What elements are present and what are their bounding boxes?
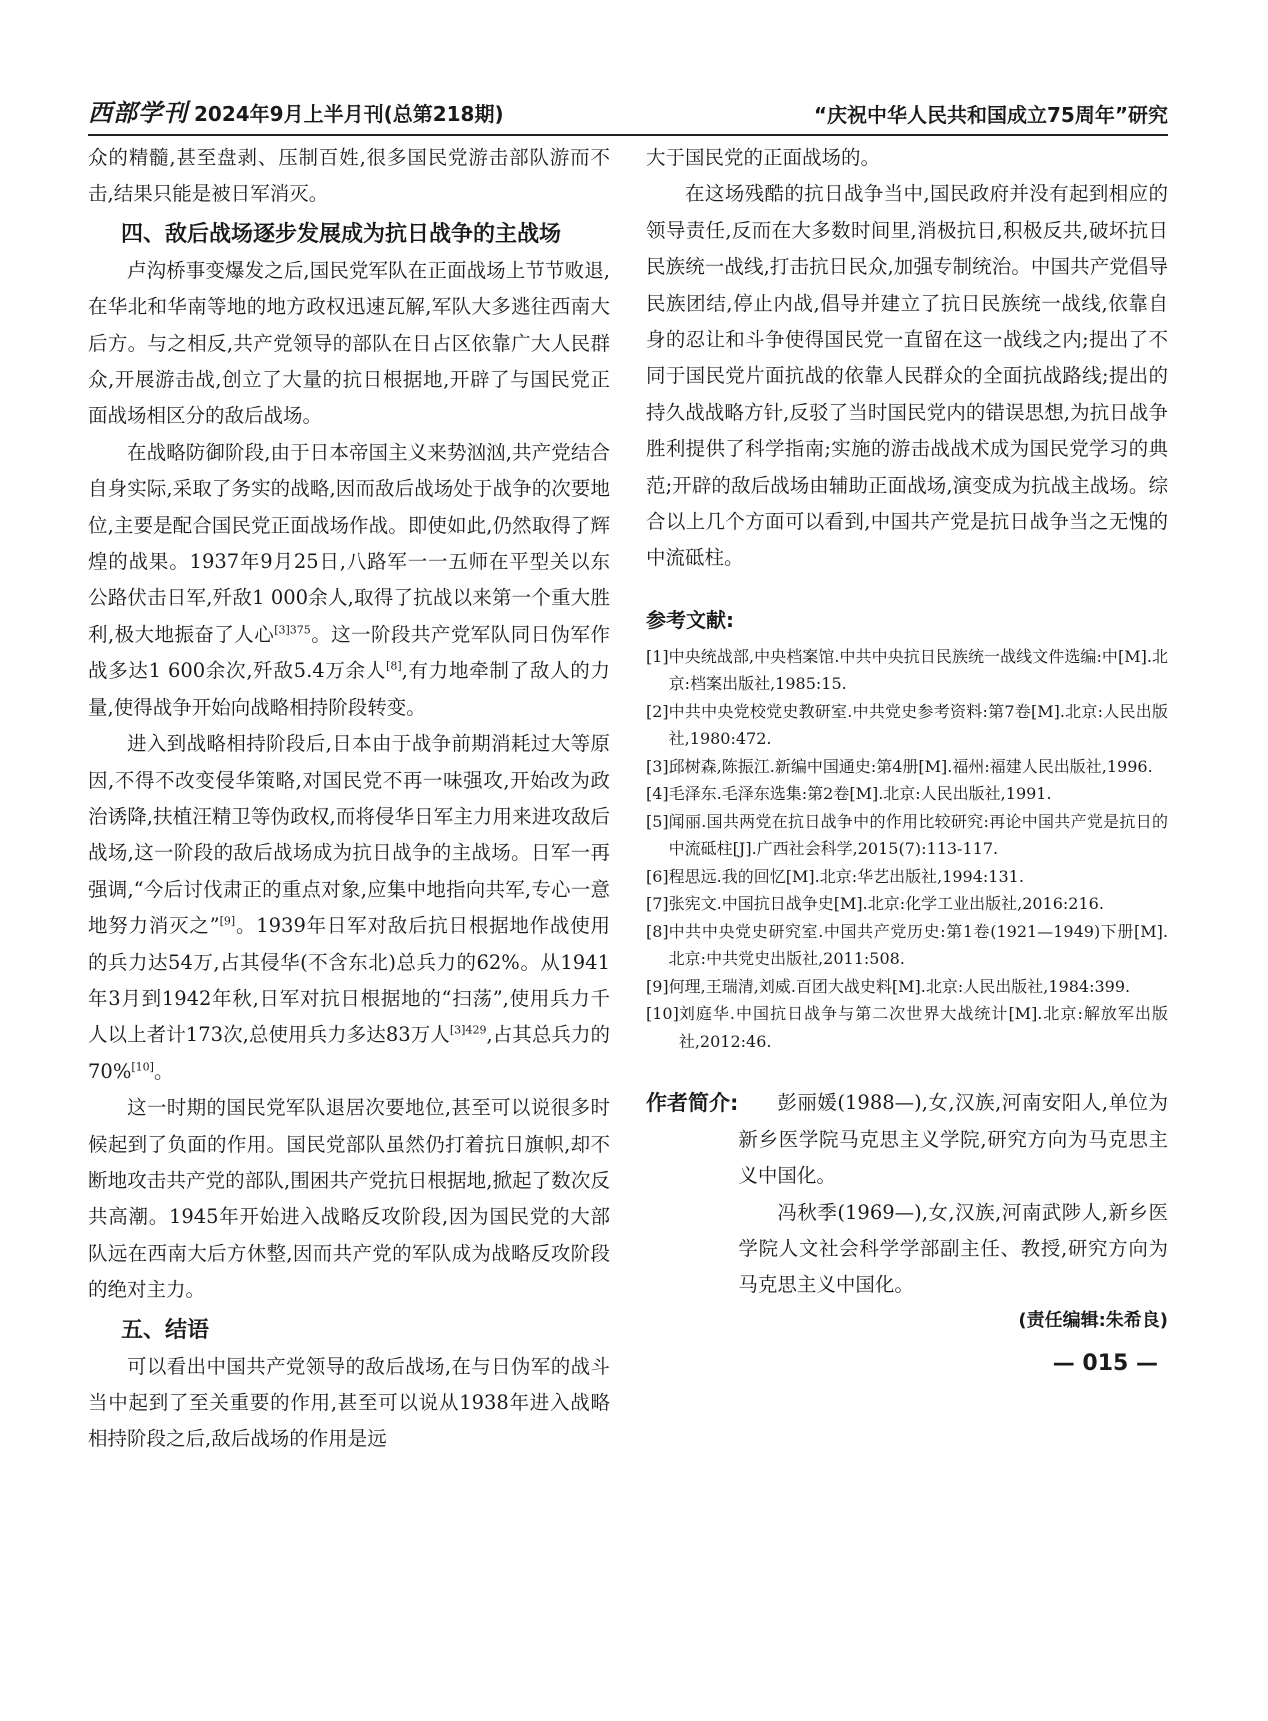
citation: [3]429	[449, 1023, 487, 1037]
right-column	[646, 140, 1168, 1384]
reference-text: 张宪文.中国抗日战争史[M].北京:化学工业出版社,2016:216.	[668, 894, 1104, 914]
citation: [9]	[219, 914, 236, 928]
text-run: 进入到战略相持阶段后,日本由于战争前期消耗过大等原因,不得不改变侵华策略,对国民党不再一味强攻,开始改为政治诱降,扶植汪精卫等伪政权,而将侵华日军主力用来进攻敌后战场,这一阶段的敌后战场成为抗日战争的主战场。日军一再强调,“今后讨伐肃正的重点对象,应集中地指向共军,专心一意地努力消灭之”	[88, 732, 610, 938]
reference-list	[646, 643, 1168, 1056]
reference-item	[646, 918, 1168, 973]
reference-item	[646, 698, 1168, 753]
reference-item	[646, 753, 1168, 781]
text-run: ,占其总兵力的70%	[88, 1023, 611, 1083]
reference-number: [3]	[646, 756, 669, 776]
page-number: — 015 —	[1052, 1350, 1158, 1376]
reference-text: 毛泽东.毛泽东选集:第2卷[M].北京:人民出版社,1991.	[668, 784, 1052, 804]
reference-item	[646, 890, 1168, 918]
paragraph	[88, 435, 610, 726]
reference-text: 何理,王瑞清,刘威.百团大战史料[M].北京:人民出版社,1984:399.	[668, 976, 1131, 996]
reference-number: [5]	[646, 811, 669, 831]
reference-text: 中共中央党校党史教研室.中共党史参考资料:第7卷[M].北京:人民出版社,1980:472.	[668, 701, 1168, 749]
text-run: 。这一阶段共产党军队同日伪军作战多达1 600余次,歼敌5.4万余人	[88, 622, 610, 683]
paragraph: 可以看出中国共产党领导的敌后战场,在与日伪军的战斗当中起到了至关重要的作用,甚至可以说从1938年进入战略相持阶段之后,敌后战场的作用是远	[88, 1354, 610, 1451]
paragraph: 众的精髓,甚至盘剥、压制百姓,很多国民党游击部队游而不击,结果只能是被日军消灭。	[88, 146, 610, 206]
reference-text: 刘庭华.中国抗日战争与第二次世界大战统计[M].北京:解放军出版社,2012:46.	[678, 1004, 1168, 1051]
reference-text: 程思远.我的回忆[M].北京:华艺出版社,1994:131.	[668, 866, 1024, 886]
reference-number: [9]	[646, 976, 669, 996]
reference-number: [6]	[646, 866, 669, 886]
citation: [3]375	[274, 623, 311, 637]
reference-number: [8]	[646, 921, 669, 941]
text-run: ,有力地牵制了敌人的力量,使得战争开始向战略相持阶段转变。	[88, 659, 610, 719]
journal-name: 西部学刊	[88, 99, 188, 127]
issue-info: 2024年9月上半月刊(总第218期)	[194, 102, 504, 126]
reference-item	[646, 780, 1168, 808]
text-run: 。	[153, 1059, 174, 1083]
author-bio: 彭丽媛(1988—),女,汉族,河南安阳人,单位为新乡医学院马克思主义学院,研究方向为马克思主义中国化。	[738, 1091, 1168, 1188]
reference-item	[646, 1000, 1168, 1055]
section-heading: 四、敌后战场逐步发展成为抗日战争的主战场	[121, 221, 562, 247]
reference-number: [2]	[646, 701, 669, 721]
reference-text: 邱树森,陈振江.新编中国通史:第4册[M].福州:福建人民出版社,1996.	[668, 756, 1153, 776]
author-info	[646, 1085, 1168, 1303]
text-run: 在战略防御阶段,由于日本帝国主义来势汹汹,共产党结合自身实际,采取了务实的战略,因而敌后战场处于战争的次要地位,主要是配合国民党正面战场作战。即使如此,仍然取得了辉煌的战果。1937年9月25日,八路军一一五师在平型关以东公路伏击日军,歼敌1 000余人,取得了抗战以来第一个重大胜利,极大地振奋了人心	[88, 440, 610, 646]
reference-item	[646, 643, 1168, 698]
section-heading: 五、结语	[121, 1317, 210, 1343]
reference-text: 中共中央党史研究室.中国共产党历史:第1卷(1921—1949)下册[M].北京:中共党史出版社,2011:508.	[668, 921, 1168, 969]
paragraph	[88, 726, 610, 1090]
paragraph: 大于国民党的正面战场的。	[646, 146, 881, 169]
references-heading: 参考文献:	[646, 607, 734, 632]
reference-item	[646, 973, 1168, 1001]
column-title: “庆祝中华人民共和国成立75周年”研究	[813, 103, 1168, 127]
reference-item	[646, 808, 1168, 863]
reference-number: [10]	[646, 1004, 679, 1024]
left-column	[88, 140, 610, 1458]
header-left	[88, 93, 504, 128]
paragraph: 这一时期的国民党军队退居次要地位,甚至可以说很多时候起到了负面的作用。国民党部队虽然仍打着抗日旗帜,却不断地攻击共产党的部队,围困共产党抗日根据地,掀起了数次反共高潮。1945年开始进入战略反攻阶段,因为国民党的大部队远在西南大后方休整,因而共产党的军队成为战略反攻阶段的绝对主力。	[88, 1096, 610, 1302]
reference-text: 闻丽.国共两党在抗日战争中的作用比较研究:再论中国共产党是抗日的中流砥柱[J].广西社会科学,2015(7):113-117.	[668, 811, 1168, 859]
author-label: 作者简介:	[646, 1091, 739, 1116]
author-bios	[738, 1085, 1168, 1303]
responsible-editor: (责任编辑:朱希良)	[1018, 1309, 1168, 1331]
author-bio: 冯秋季(1969—),女,汉族,河南武陟人,新乡医学院人文社会科学学部副主任、教授,研究方向为马克思主义中国化。	[738, 1200, 1168, 1297]
text-run: 。1939年日军对敌后抗日根据地作战使用的兵力达54万,占其侵华(不含东北)总兵力的62%。从1941年3月到1942年秋,日军对抗日根据地的“扫荡”,使用兵力千人以上者计173次,总使用兵力多达83万人	[88, 914, 610, 1047]
reference-number: [7]	[646, 894, 669, 914]
paragraph: 在这场残酷的抗日战争当中,国民政府并没有起到相应的领导责任,反而在大多数时间里,消极抗日,积极反共,破坏抗日民族统一战线,打击抗日民众,加强专制统治。中国共产党倡导民族团结,停止内战,倡导并建立了抗日民族统一战线,依靠自身的忍让和斗争使得国民党一直留在这一战线之内;提出了不同于国民党片面抗战的依靠人民群众的全面抗战路线;提出的持久战战略方针,反驳了当时国民党内的错误思想,为抗日战争胜利提供了科学指南;实施的游击战战术成为国民党学习的典范;开辟的敌后战场由辅助正面战场,演变成为抗战主战场。综合以上几个方面可以看到,中国共产党是抗日战争当之无愧的中流砥柱。	[646, 182, 1168, 570]
paragraph: 卢沟桥事变爆发之后,国民党军队在正面战场上节节败退,在华北和华南等地的地方政权迅速瓦解,军队大多逃往西南大后方。与之相反,共产党领导的部队在日占区依靠广大人民群众,开展游击战,创立了大量的抗日根据地,开辟了与国民党正面战场相区分的敌后战场。	[88, 258, 610, 428]
reference-text: 中央统战部,中央档案馆.中共中央抗日民族统一战线文件选编:中[M].北京:档案出版社,1985:15.	[668, 646, 1168, 694]
reference-number: [4]	[646, 784, 669, 804]
reference-item	[646, 863, 1168, 891]
reference-number: [1]	[646, 646, 669, 666]
running-header	[88, 88, 1168, 136]
citation: [10]	[131, 1060, 154, 1074]
citation: [8]	[386, 659, 402, 673]
